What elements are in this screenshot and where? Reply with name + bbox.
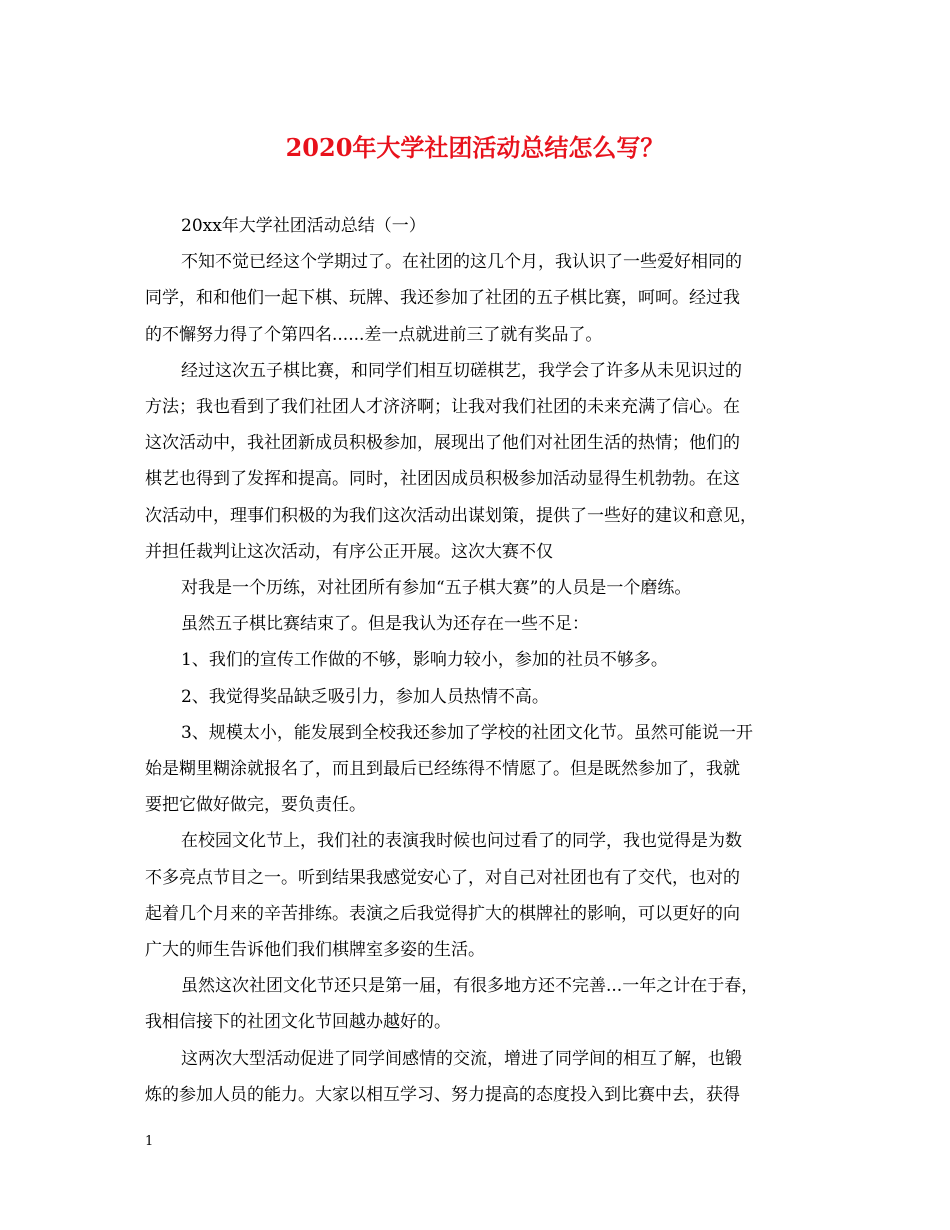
text-line: 这次活动中，我社团新成员积极参加，展现出了他们对社团生活的热情；他们的 (145, 433, 740, 454)
text-line: 1、我们的宣传工作做的不够，影响力较小，参加的社员不够多。 (181, 650, 668, 671)
text-line: 虽然五子棋比赛结束了。但是我认为还存在一些不足： (181, 614, 589, 635)
text-line: 2、我觉得奖品缺乏吸引力，参加人员热情不高。 (181, 686, 549, 707)
text-line: 对我是一个历练，对社团所有参加“五子棋大赛”的人员是一个磨练。 (181, 578, 692, 599)
text-line: 虽然这次社团文化节还只是第一届，有很多地方还不完善...一年之计在于春， (181, 976, 759, 997)
text-line: 要把它做好做完，要负责任。 (145, 795, 366, 816)
text-line: 并担任裁判让这次活动，有序公正开展。这次大赛不仅 (145, 541, 553, 562)
text-line: 炼的参加人员的能力。大家以相互学习、努力提高的态度投入到比赛中去，获得 (145, 1084, 740, 1105)
document-body (145, 208, 805, 1113)
text-line: 经过这次五子棋比赛，和同学们相互切磋棋艺，我学会了许多从未见识过的 (181, 360, 742, 381)
page-number: 1 (145, 1134, 154, 1149)
text-line: 的不懈努力得了个第四名......差一点就进前三了就有奖品了。 (145, 324, 603, 345)
text-line: 方法；我也看到了我们社团人才济济啊；让我对我们社团的未来充满了信心。在 (145, 397, 740, 418)
text-line: 20xx年大学社团活动总结（一） (181, 216, 426, 236)
text-line: 次活动中，理事们积极的为我们这次活动出谋划策，提供了一些好的建议和意见， (145, 505, 757, 526)
text-line: 广大的师生告诉他们我们棋牌室多姿的生活。 (145, 940, 485, 961)
text-line: 我相信接下的社团文化节回越办越好的。 (145, 1012, 451, 1033)
document-title: 2020年大学社团活动总结怎么写？ (285, 133, 665, 162)
text-line: 在校园文化节上，我们社的表演我时候也问过看了的同学，我也觉得是为数 (181, 831, 742, 852)
body-lines (145, 208, 805, 1113)
text-line: 始是糊里糊涂就报名了，而且到最后已经练得不情愿了。但是既然参加了，我就 (145, 759, 740, 780)
text-line: 棋艺也得到了发挥和提高。同时，社团因成员积极参加活动显得生机勃勃。在这 (145, 469, 740, 490)
text-line: 起着几个月来的辛苦排练。表演之后我觉得扩大的棋牌社的影响，可以更好的向 (145, 903, 740, 924)
text-line: 不多亮点节目之一。听到结果我感觉安心了，对自己对社团也有了交代，也对的 (145, 867, 740, 888)
text-line: 不知不觉已经这个学期过了。在社团的这几个月，我认识了一些爱好相同的 (181, 252, 742, 273)
text-line: 3、规模太小，能发展到全校我还参加了学校的社团文化节。虽然可能说一开 (181, 722, 753, 743)
text-line: 同学，和和他们一起下棋、玩牌、我还参加了社团的五子棋比赛，呵呵。经过我 (145, 288, 740, 309)
text-line: 这两次大型活动促进了同学间感情的交流，增进了同学间的相互了解，也锻 (181, 1048, 742, 1069)
